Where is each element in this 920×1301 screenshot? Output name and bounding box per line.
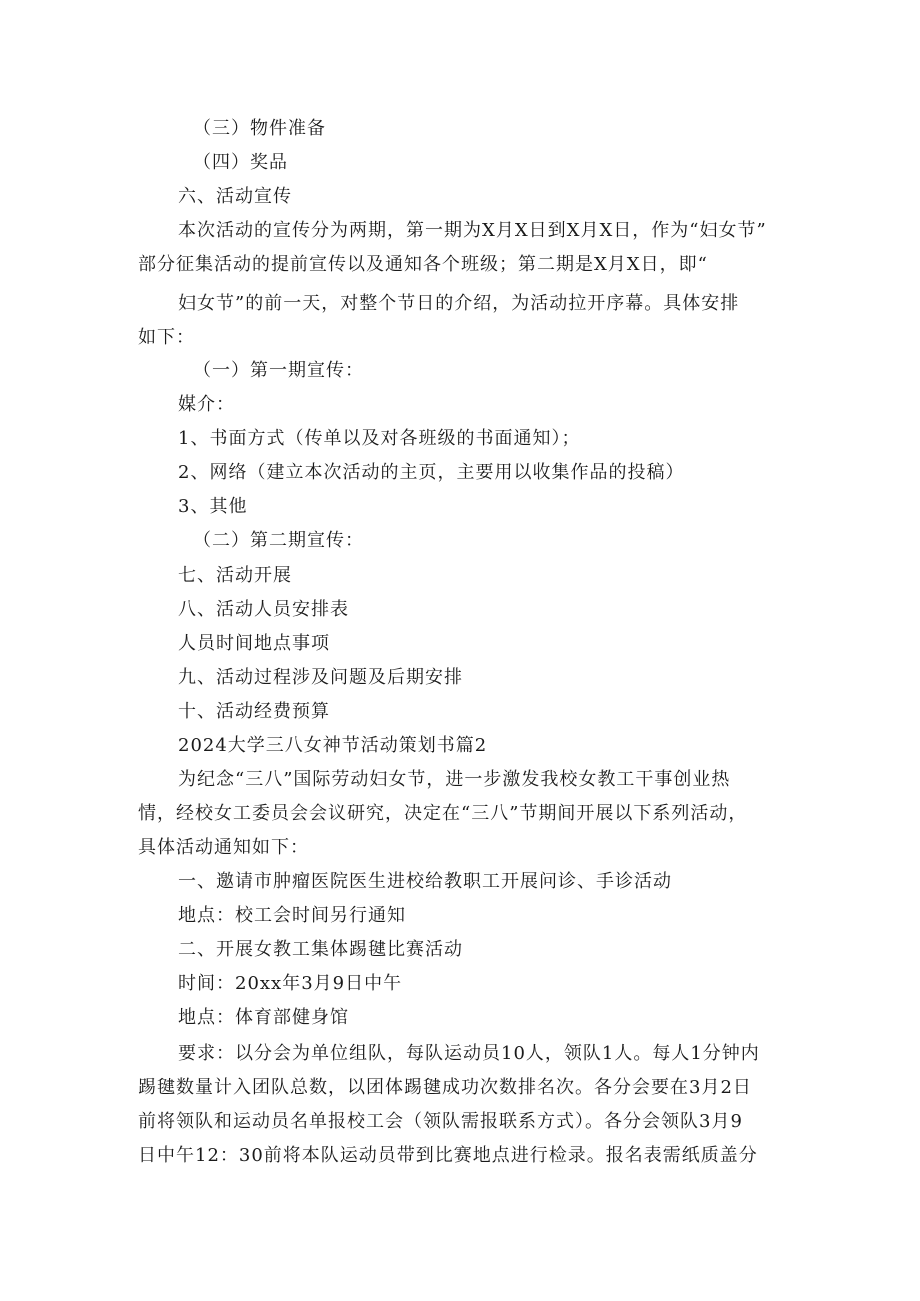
section-heading: 一、邀请市肿瘤医院医生进校给教职工开展问诊、手诊活动 (178, 871, 672, 892)
paragraph-line: 踢毽数量计入团队总数，以团体踢毽成功次数排名次。各分会要在3月2日 (138, 1077, 752, 1098)
list-item: 2、网络（建立本次活动的主页，主要用以收集作品的投稿） (178, 462, 685, 483)
section-heading: 十、活动经费预算 (178, 701, 330, 722)
paragraph-line: 人员时间地点事项 (178, 633, 330, 654)
paragraph-line: 本次活动的宣传分为两期，第一期为X月X日到X月X日，作为“妇女节” (178, 220, 767, 241)
paragraph-line: 日中午12：30前将本队运动员带到比赛地点进行检录。报名表需纸质盖分 (138, 1145, 758, 1166)
paragraph-line: 具体活动通知如下： (138, 837, 309, 858)
paragraph-line: 部分征集活动的提前宣传以及通知各个班级；第二期是X月X日，即“ (138, 254, 708, 275)
list-item: 3、其他 (178, 496, 248, 517)
paragraph-line: 地点：校工会时间另行通知 (178, 905, 406, 926)
paragraph-line: 地点：体育部健身馆 (178, 1007, 349, 1028)
paragraph-line: 媒介： (178, 394, 235, 415)
paragraph-line: 情，经校女工委员会会议研究，决定在“三八”节期间开展以下系列活动， (138, 803, 748, 824)
heading-first-phase: （一）第一期宣传： (193, 360, 364, 381)
paragraph-line: 为纪念“三八”国际劳动妇女节，进一步激发我校女教工干事创业热 (178, 769, 731, 790)
section-heading: 二、开展女教工集体踢毽比赛活动 (178, 939, 463, 960)
paragraph-line: 时间：20xx年3月9日中午 (178, 973, 403, 994)
list-item: 1、书面方式（传单以及对各班级的书面通知）； (178, 428, 581, 449)
paragraph-line: 要求：以分会为单位组队，每队运动员10人，领队1人。每人1分钟内 (178, 1043, 760, 1064)
paragraph-line: 如下： (138, 327, 195, 348)
section-heading: 八、活动人员安排表 (178, 599, 349, 620)
heading-prizes: （四）奖品 (193, 152, 288, 173)
heading-materials: （三）物件准备 (193, 118, 326, 139)
section-heading: 七、活动开展 (178, 565, 292, 586)
heading-second-phase: （二）第二期宣传： (193, 530, 364, 551)
section-heading-publicity: 六、活动宣传 (178, 186, 292, 207)
article-title: 2024大学三八女神节活动策划书篇2 (178, 735, 488, 756)
paragraph-line: 妇女节”的前一天，对整个节日的介绍，为活动拉开序幕。具体安排 (178, 293, 740, 314)
section-heading: 九、活动过程涉及问题及后期安排 (178, 667, 463, 688)
paragraph-line: 前将领队和运动员名单报校工会（领队需报联系方式）。各分会领队3月9 (138, 1111, 743, 1132)
